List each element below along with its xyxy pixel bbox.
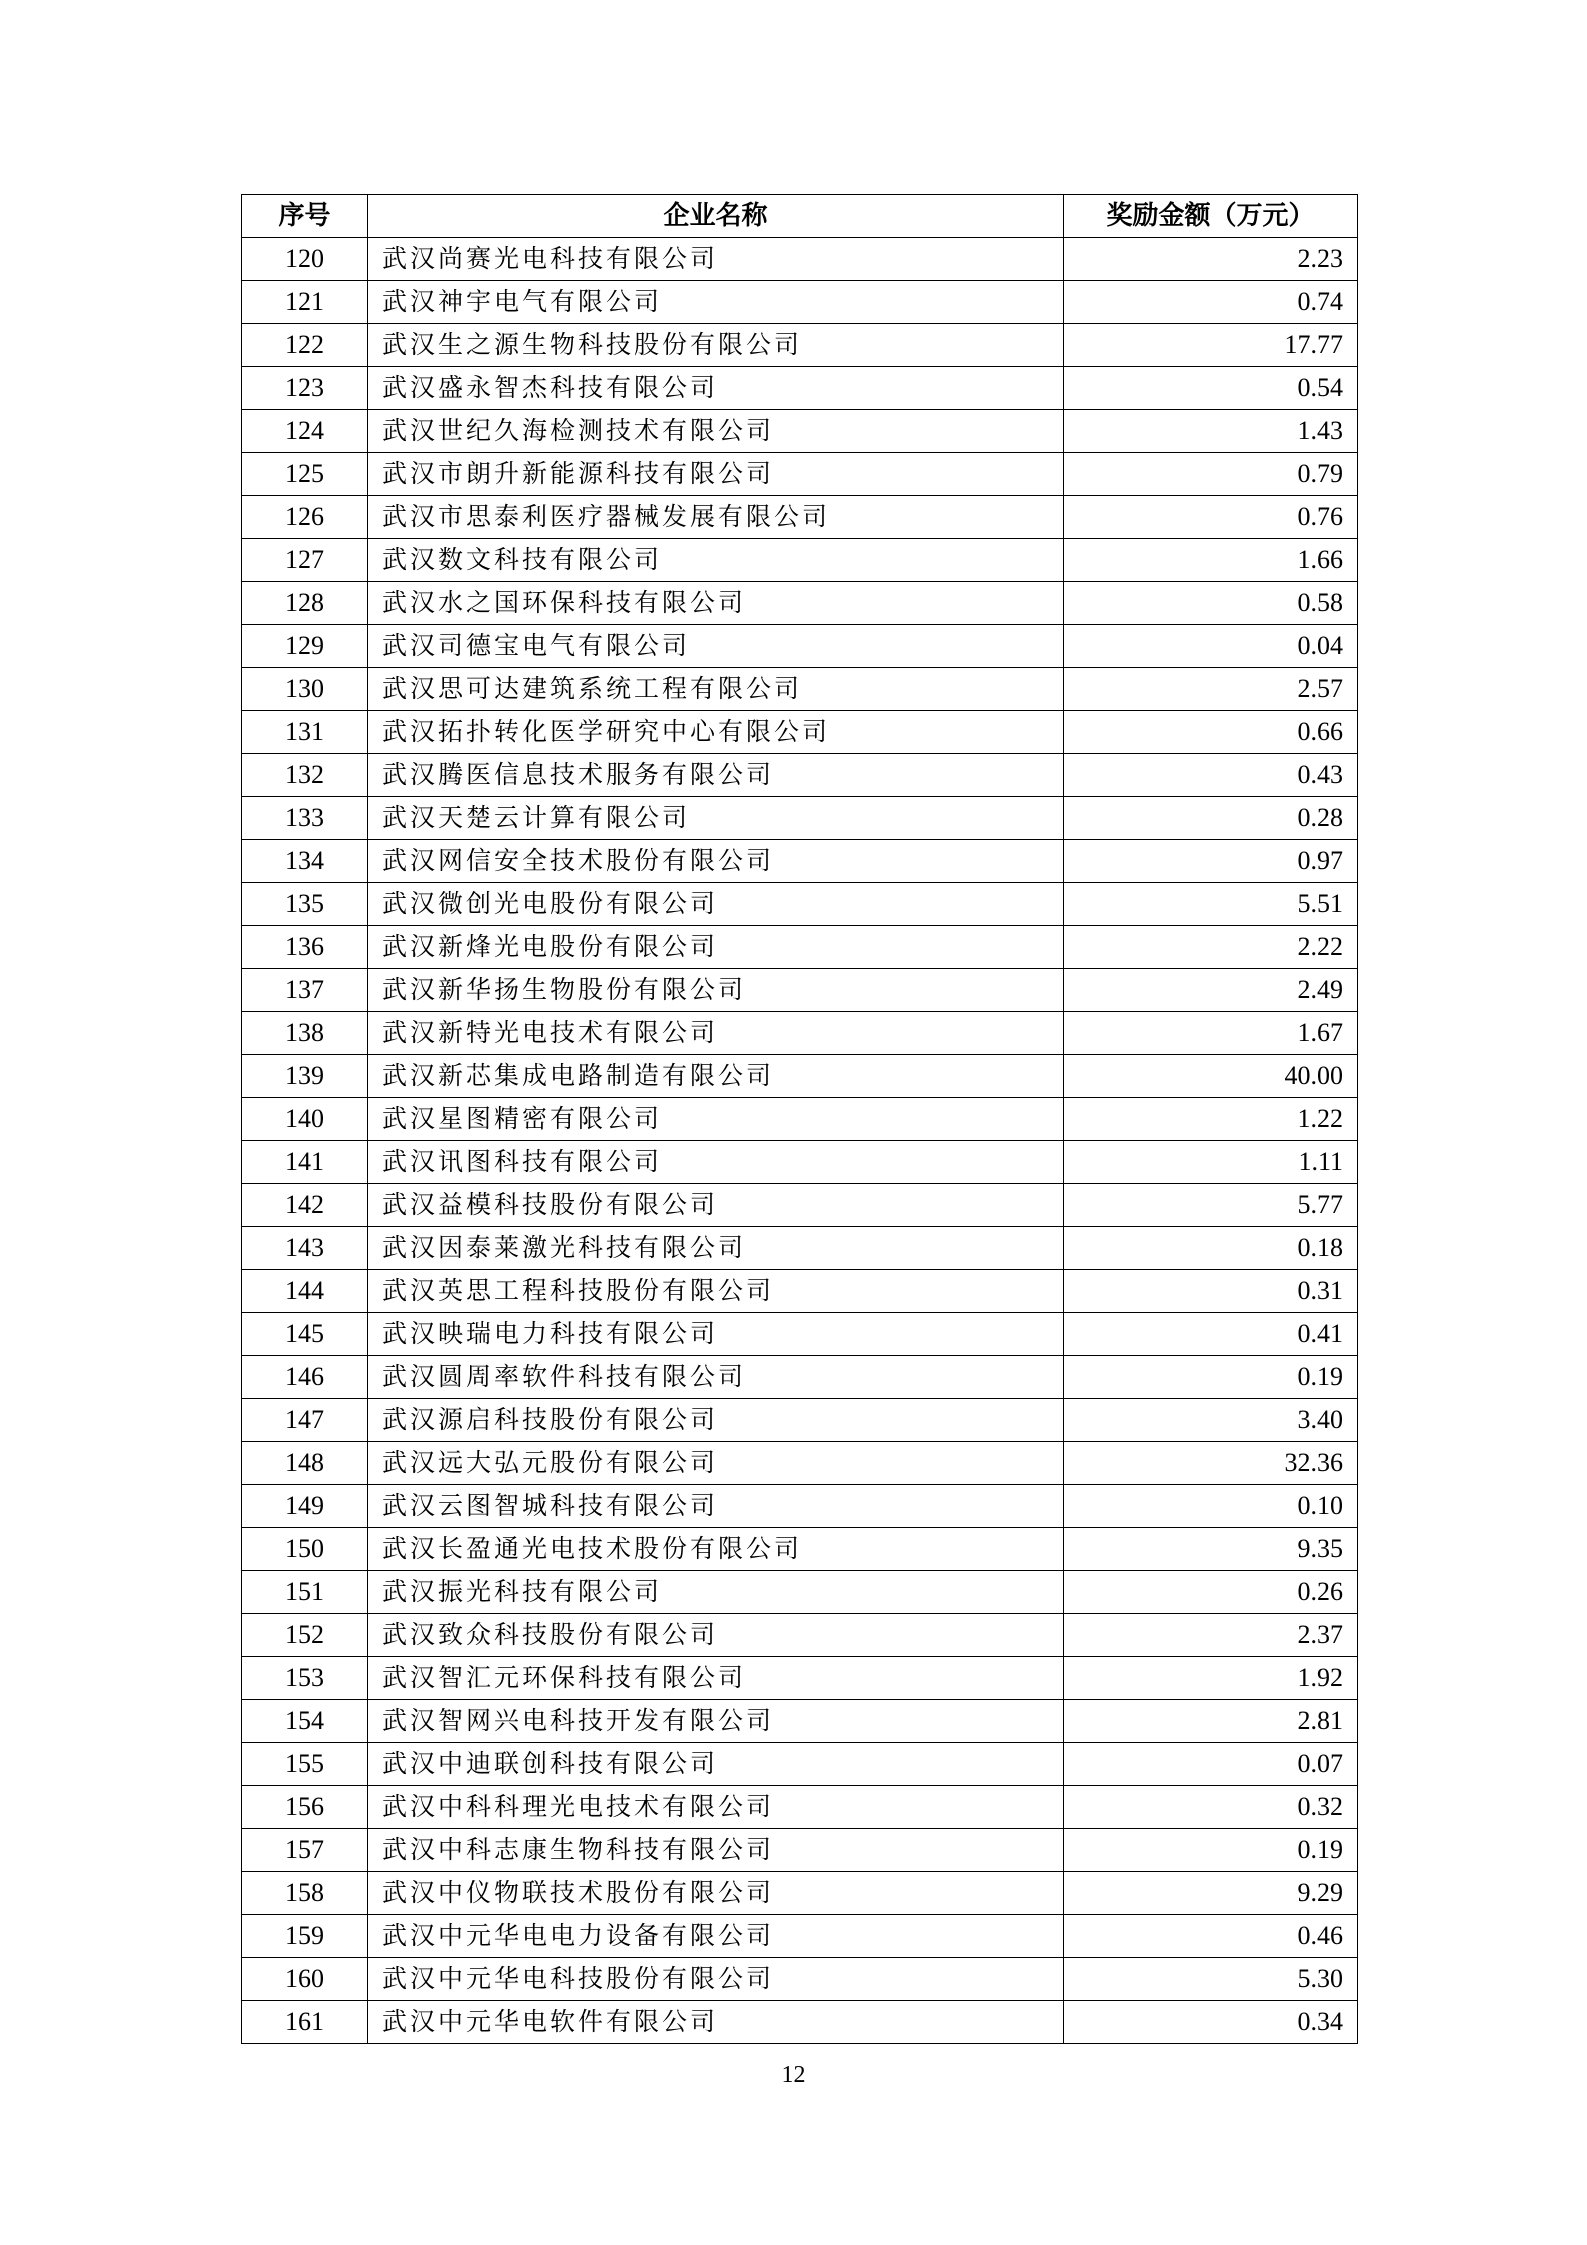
row-company-name: 武汉生之源生物科技股份有限公司 bbox=[368, 324, 1064, 367]
row-seq: 138 bbox=[242, 1012, 368, 1055]
table-row bbox=[242, 797, 1358, 840]
header-company-name: 企业名称 bbox=[368, 195, 1064, 238]
row-seq: 146 bbox=[242, 1356, 368, 1399]
table-row bbox=[242, 1571, 1358, 1614]
row-award-amount: 0.19 bbox=[1064, 1356, 1358, 1399]
table-row bbox=[242, 1227, 1358, 1270]
row-seq: 154 bbox=[242, 1700, 368, 1743]
table-row bbox=[242, 539, 1358, 582]
row-company-name: 武汉新烽光电股份有限公司 bbox=[368, 926, 1064, 969]
table-row bbox=[242, 1141, 1358, 1184]
row-award-amount: 0.19 bbox=[1064, 1829, 1358, 1872]
row-company-name: 武汉司德宝电气有限公司 bbox=[368, 625, 1064, 668]
row-company-name: 武汉中元华电软件有限公司 bbox=[368, 2001, 1064, 2044]
row-company-name: 武汉思可达建筑系统工程有限公司 bbox=[368, 668, 1064, 711]
table-row bbox=[242, 1528, 1358, 1571]
row-seq: 157 bbox=[242, 1829, 368, 1872]
row-award-amount: 40.00 bbox=[1064, 1055, 1358, 1098]
row-award-amount: 0.74 bbox=[1064, 281, 1358, 324]
table-row bbox=[242, 410, 1358, 453]
table-row bbox=[242, 840, 1358, 883]
table-row bbox=[242, 1700, 1358, 1743]
row-company-name: 武汉智网兴电科技开发有限公司 bbox=[368, 1700, 1064, 1743]
row-award-amount: 0.34 bbox=[1064, 2001, 1358, 2044]
row-seq: 144 bbox=[242, 1270, 368, 1313]
table-row bbox=[242, 1485, 1358, 1528]
table-row bbox=[242, 883, 1358, 926]
row-seq: 125 bbox=[242, 453, 368, 496]
row-award-amount: 0.79 bbox=[1064, 453, 1358, 496]
row-seq: 134 bbox=[242, 840, 368, 883]
row-award-amount: 1.22 bbox=[1064, 1098, 1358, 1141]
table-row bbox=[242, 453, 1358, 496]
row-seq: 152 bbox=[242, 1614, 368, 1657]
row-company-name: 武汉讯图科技有限公司 bbox=[368, 1141, 1064, 1184]
row-seq: 155 bbox=[242, 1743, 368, 1786]
row-seq: 120 bbox=[242, 238, 368, 281]
table-row bbox=[242, 1786, 1358, 1829]
row-award-amount: 0.31 bbox=[1064, 1270, 1358, 1313]
row-seq: 158 bbox=[242, 1872, 368, 1915]
row-company-name: 武汉益模科技股份有限公司 bbox=[368, 1184, 1064, 1227]
row-award-amount: 0.26 bbox=[1064, 1571, 1358, 1614]
table-row bbox=[242, 1055, 1358, 1098]
row-company-name: 武汉中元华电科技股份有限公司 bbox=[368, 1958, 1064, 2001]
row-company-name: 武汉云图智城科技有限公司 bbox=[368, 1485, 1064, 1528]
table-row bbox=[242, 1614, 1358, 1657]
table-row bbox=[242, 1743, 1358, 1786]
row-company-name: 武汉中科志康生物科技有限公司 bbox=[368, 1829, 1064, 1872]
row-award-amount: 1.67 bbox=[1064, 1012, 1358, 1055]
table-row bbox=[242, 281, 1358, 324]
row-award-amount: 2.22 bbox=[1064, 926, 1358, 969]
row-company-name: 武汉市朗升新能源科技有限公司 bbox=[368, 453, 1064, 496]
row-award-amount: 0.66 bbox=[1064, 711, 1358, 754]
row-award-amount: 0.43 bbox=[1064, 754, 1358, 797]
row-company-name: 武汉长盈通光电技术股份有限公司 bbox=[368, 1528, 1064, 1571]
row-award-amount: 1.11 bbox=[1064, 1141, 1358, 1184]
table-row bbox=[242, 1313, 1358, 1356]
row-seq: 137 bbox=[242, 969, 368, 1012]
row-seq: 130 bbox=[242, 668, 368, 711]
row-seq: 135 bbox=[242, 883, 368, 926]
row-seq: 160 bbox=[242, 1958, 368, 2001]
row-award-amount: 0.41 bbox=[1064, 1313, 1358, 1356]
row-award-amount: 2.49 bbox=[1064, 969, 1358, 1012]
row-award-amount: 0.32 bbox=[1064, 1786, 1358, 1829]
row-company-name: 武汉盛永智杰科技有限公司 bbox=[368, 367, 1064, 410]
row-seq: 136 bbox=[242, 926, 368, 969]
row-company-name: 武汉新特光电技术有限公司 bbox=[368, 1012, 1064, 1055]
row-company-name: 武汉英思工程科技股份有限公司 bbox=[368, 1270, 1064, 1313]
table-row bbox=[242, 926, 1358, 969]
table-row bbox=[242, 1399, 1358, 1442]
row-seq: 128 bbox=[242, 582, 368, 625]
row-seq: 122 bbox=[242, 324, 368, 367]
table-body bbox=[242, 238, 1358, 2044]
row-company-name: 武汉数文科技有限公司 bbox=[368, 539, 1064, 582]
row-seq: 149 bbox=[242, 1485, 368, 1528]
row-company-name: 武汉市思泰利医疗器械发展有限公司 bbox=[368, 496, 1064, 539]
table-header bbox=[242, 195, 1358, 238]
table-row bbox=[242, 1442, 1358, 1485]
table-row bbox=[242, 367, 1358, 410]
row-company-name: 武汉智汇元环保科技有限公司 bbox=[368, 1657, 1064, 1700]
table-row bbox=[242, 668, 1358, 711]
row-award-amount: 5.51 bbox=[1064, 883, 1358, 926]
row-award-amount: 17.77 bbox=[1064, 324, 1358, 367]
page-number: 12 bbox=[781, 2062, 806, 2088]
row-award-amount: 0.46 bbox=[1064, 1915, 1358, 1958]
row-company-name: 武汉映瑞电力科技有限公司 bbox=[368, 1313, 1064, 1356]
table-row bbox=[242, 1270, 1358, 1313]
table-row bbox=[242, 1829, 1358, 1872]
row-company-name: 武汉中科科理光电技术有限公司 bbox=[368, 1786, 1064, 1829]
row-seq: 143 bbox=[242, 1227, 368, 1270]
row-seq: 142 bbox=[242, 1184, 368, 1227]
row-award-amount: 0.58 bbox=[1064, 582, 1358, 625]
row-company-name: 武汉天楚云计算有限公司 bbox=[368, 797, 1064, 840]
row-company-name: 武汉远大弘元股份有限公司 bbox=[368, 1442, 1064, 1485]
table-row bbox=[242, 324, 1358, 367]
award-table bbox=[241, 194, 1358, 2044]
row-seq: 153 bbox=[242, 1657, 368, 1700]
row-award-amount: 5.30 bbox=[1064, 1958, 1358, 2001]
row-seq: 139 bbox=[242, 1055, 368, 1098]
row-seq: 133 bbox=[242, 797, 368, 840]
row-award-amount: 2.23 bbox=[1064, 238, 1358, 281]
row-award-amount: 1.66 bbox=[1064, 539, 1358, 582]
table-row bbox=[242, 1356, 1358, 1399]
row-seq: 121 bbox=[242, 281, 368, 324]
row-company-name: 武汉源启科技股份有限公司 bbox=[368, 1399, 1064, 1442]
row-award-amount: 2.37 bbox=[1064, 1614, 1358, 1657]
row-seq: 150 bbox=[242, 1528, 368, 1571]
row-company-name: 武汉网信安全技术股份有限公司 bbox=[368, 840, 1064, 883]
row-seq: 140 bbox=[242, 1098, 368, 1141]
row-company-name: 武汉中迪联创科技有限公司 bbox=[368, 1743, 1064, 1786]
table-row bbox=[242, 754, 1358, 797]
row-company-name: 武汉中元华电电力设备有限公司 bbox=[368, 1915, 1064, 1958]
table-row bbox=[242, 1098, 1358, 1141]
row-company-name: 武汉中仪物联技术股份有限公司 bbox=[368, 1872, 1064, 1915]
row-award-amount: 0.10 bbox=[1064, 1485, 1358, 1528]
row-company-name: 武汉腾医信息技术服务有限公司 bbox=[368, 754, 1064, 797]
row-company-name: 武汉水之国环保科技有限公司 bbox=[368, 582, 1064, 625]
row-seq: 159 bbox=[242, 1915, 368, 1958]
table-row bbox=[242, 1872, 1358, 1915]
table-row bbox=[242, 238, 1358, 281]
row-award-amount: 9.29 bbox=[1064, 1872, 1358, 1915]
row-company-name: 武汉新芯集成电路制造有限公司 bbox=[368, 1055, 1064, 1098]
header-seq: 序号 bbox=[242, 195, 368, 238]
row-award-amount: 3.40 bbox=[1064, 1399, 1358, 1442]
row-seq: 156 bbox=[242, 1786, 368, 1829]
row-seq: 123 bbox=[242, 367, 368, 410]
row-company-name: 武汉微创光电股份有限公司 bbox=[368, 883, 1064, 926]
table-row bbox=[242, 1915, 1358, 1958]
row-seq: 141 bbox=[242, 1141, 368, 1184]
row-company-name: 武汉星图精密有限公司 bbox=[368, 1098, 1064, 1141]
row-seq: 147 bbox=[242, 1399, 368, 1442]
row-company-name: 武汉尚赛光电科技有限公司 bbox=[368, 238, 1064, 281]
table-row bbox=[242, 496, 1358, 539]
table-row bbox=[242, 1657, 1358, 1700]
row-award-amount: 1.92 bbox=[1064, 1657, 1358, 1700]
table-row bbox=[242, 1958, 1358, 2001]
row-company-name: 武汉振光科技有限公司 bbox=[368, 1571, 1064, 1614]
row-award-amount: 0.28 bbox=[1064, 797, 1358, 840]
header-row bbox=[242, 195, 1358, 238]
row-award-amount: 0.97 bbox=[1064, 840, 1358, 883]
row-seq: 127 bbox=[242, 539, 368, 582]
row-seq: 151 bbox=[242, 1571, 368, 1614]
table-row bbox=[242, 625, 1358, 668]
row-seq: 129 bbox=[242, 625, 368, 668]
row-seq: 131 bbox=[242, 711, 368, 754]
row-award-amount: 2.81 bbox=[1064, 1700, 1358, 1743]
table-row bbox=[242, 1184, 1358, 1227]
header-award-amount: 奖励金额（万元） bbox=[1064, 195, 1358, 238]
row-award-amount: 0.54 bbox=[1064, 367, 1358, 410]
row-award-amount: 0.07 bbox=[1064, 1743, 1358, 1786]
row-seq: 124 bbox=[242, 410, 368, 453]
row-company-name: 武汉神宇电气有限公司 bbox=[368, 281, 1064, 324]
row-award-amount: 0.76 bbox=[1064, 496, 1358, 539]
row-award-amount: 32.36 bbox=[1064, 1442, 1358, 1485]
row-seq: 145 bbox=[242, 1313, 368, 1356]
table-row bbox=[242, 2001, 1358, 2044]
row-seq: 132 bbox=[242, 754, 368, 797]
row-company-name: 武汉拓扑转化医学研究中心有限公司 bbox=[368, 711, 1064, 754]
row-company-name: 武汉致众科技股份有限公司 bbox=[368, 1614, 1064, 1657]
row-seq: 126 bbox=[242, 496, 368, 539]
table-row bbox=[242, 582, 1358, 625]
row-company-name: 武汉世纪久海检测技术有限公司 bbox=[368, 410, 1064, 453]
row-company-name: 武汉因泰莱激光科技有限公司 bbox=[368, 1227, 1064, 1270]
table-row bbox=[242, 1012, 1358, 1055]
table-row bbox=[242, 969, 1358, 1012]
row-award-amount: 0.04 bbox=[1064, 625, 1358, 668]
row-award-amount: 5.77 bbox=[1064, 1184, 1358, 1227]
row-award-amount: 1.43 bbox=[1064, 410, 1358, 453]
row-award-amount: 0.18 bbox=[1064, 1227, 1358, 1270]
row-award-amount: 2.57 bbox=[1064, 668, 1358, 711]
row-seq: 148 bbox=[242, 1442, 368, 1485]
table-row bbox=[242, 711, 1358, 754]
row-seq: 161 bbox=[242, 2001, 368, 2044]
row-company-name: 武汉圆周率软件科技有限公司 bbox=[368, 1356, 1064, 1399]
row-company-name: 武汉新华扬生物股份有限公司 bbox=[368, 969, 1064, 1012]
row-award-amount: 9.35 bbox=[1064, 1528, 1358, 1571]
